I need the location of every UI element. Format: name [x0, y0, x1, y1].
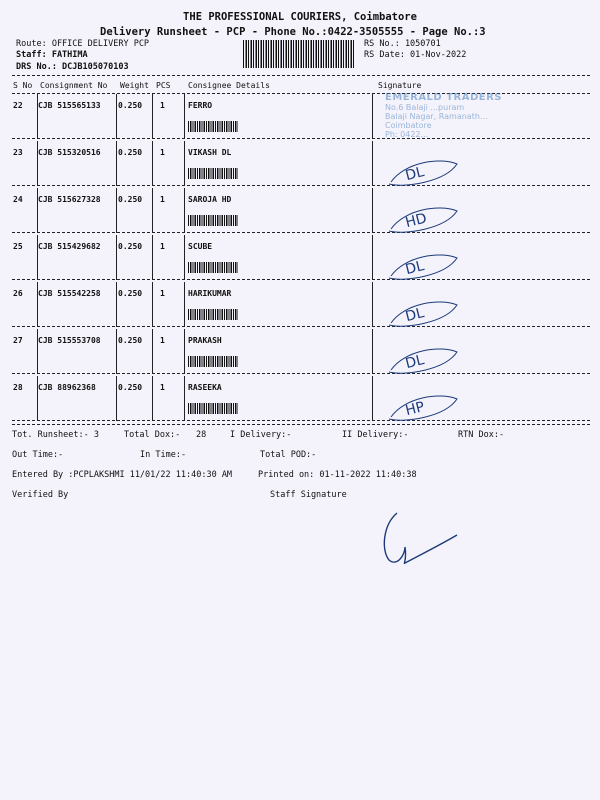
cell-consignee: SAROJA HD: [188, 195, 232, 204]
delivery-status-handwritten: [385, 246, 465, 286]
row-divider: [12, 326, 590, 327]
consignment-barcode: [188, 215, 238, 226]
cell-weight: 0.250: [118, 242, 143, 251]
column-divider: [372, 282, 373, 327]
staff-signature-label: Staff Signature: [270, 490, 347, 500]
status-code-text: HD: [403, 210, 429, 232]
verified-by: Verified By: [12, 490, 69, 500]
status-code-text: HP: [403, 399, 427, 420]
column-divider: [372, 188, 373, 233]
row-divider: [12, 232, 590, 233]
cell-weight: 0.250: [118, 289, 143, 298]
staff-label: Staff: FATHIMA: [16, 50, 88, 60]
cell-sno: 23: [13, 148, 23, 157]
stamp-line: Balaji Nagar, Ramanath...: [385, 112, 488, 121]
runsheet-subtitle: Delivery Runsheet - PCP - Phone No.:0422-3505555 - Page No.:3: [100, 26, 486, 38]
column-divider: [184, 94, 185, 139]
column-divider: [152, 188, 153, 233]
cell-sno: 28: [13, 383, 23, 392]
rs-date: RS Date: 01-Nov-2022: [364, 50, 467, 60]
column-divider: [152, 282, 153, 327]
column-divider: [116, 329, 117, 374]
column-divider: [152, 94, 153, 139]
cell-weight: 0.250: [118, 101, 143, 110]
drs-number: DRS No.: DCJB105070103: [16, 62, 129, 72]
consignment-barcode: [188, 356, 238, 367]
delivery-status-handwritten: [385, 152, 465, 192]
consignment-barcode: [188, 403, 238, 414]
column-divider: [116, 282, 117, 327]
col-sno: S No: [13, 81, 33, 90]
column-divider: [37, 235, 38, 280]
cell-consignee: SCUBE: [188, 242, 213, 251]
consignment-barcode: [188, 121, 238, 132]
cell-pcs: 1: [160, 383, 165, 392]
stamp-line: Coimbatore: [385, 121, 432, 130]
status-code-text: DL: [403, 258, 426, 279]
stamp-line: EMERALD TRADERS: [385, 92, 503, 103]
column-divider: [184, 376, 185, 421]
tot-runsheet: Tot. Runsheet:- 3: [12, 430, 99, 440]
cell-consignment: CJB 515553708: [38, 336, 101, 345]
column-divider: [37, 329, 38, 374]
col-consignee: Consignee Details: [188, 81, 270, 90]
entered-by: Entered By :PCPLAKSHMI 11/01/22 11:40:30 AM: [12, 470, 233, 480]
column-divider: [184, 329, 185, 374]
out-time: Out Time:-: [12, 450, 64, 460]
column-divider: [37, 376, 38, 421]
column-divider: [152, 376, 153, 421]
runsheet-barcode: [243, 40, 355, 68]
cell-weight: 0.250: [118, 383, 143, 392]
delivery-status-handwritten: [385, 293, 465, 333]
total-dox-label: Total Dox:-: [124, 430, 181, 440]
cell-consignment: CJB 88962368: [38, 383, 96, 392]
stamp-line: Ph: 0422...: [385, 130, 429, 139]
route-label: Route: OFFICE DELIVERY PCP: [16, 39, 150, 49]
rs-number: RS No.: 1050701: [364, 39, 441, 49]
cell-consignment: CJB 515627328: [38, 195, 101, 204]
totals-rule: [12, 424, 590, 425]
column-divider: [372, 235, 373, 280]
row-divider: [12, 185, 590, 186]
row-divider: [12, 373, 590, 374]
staff-signature-mark: [375, 505, 465, 575]
cell-weight: 0.250: [118, 336, 143, 345]
row-divider: [12, 279, 590, 280]
col-weight: Weight: [120, 81, 149, 90]
column-divider: [372, 94, 373, 139]
consignment-barcode: [188, 262, 238, 273]
column-divider: [37, 94, 38, 139]
rtn-dox: RTN Dox:-: [458, 430, 505, 440]
cell-pcs: 1: [160, 242, 165, 251]
column-divider: [184, 141, 185, 186]
cell-consignment: CJB 515320516: [38, 148, 101, 157]
column-divider: [372, 329, 373, 374]
i-delivery: I Delivery:-: [230, 430, 292, 440]
printed-on: Printed on: 01-11-2022 11:40:38: [258, 470, 417, 480]
column-divider: [37, 188, 38, 233]
column-divider: [116, 235, 117, 280]
delivery-status-handwritten: [385, 199, 465, 239]
column-divider: [184, 282, 185, 327]
cell-sno: 22: [13, 101, 23, 110]
col-consignment: Consignment No: [40, 81, 108, 90]
cell-pcs: 1: [160, 101, 165, 110]
cell-sno: 26: [13, 289, 23, 298]
column-divider: [116, 188, 117, 233]
column-divider: [152, 235, 153, 280]
ii-delivery: II Delivery:-: [342, 430, 409, 440]
header-top-rule: [12, 75, 590, 76]
cell-sno: 24: [13, 195, 23, 204]
in-time: In Time:-: [140, 450, 187, 460]
cell-pcs: 1: [160, 148, 165, 157]
column-divider: [184, 188, 185, 233]
cell-sno: 25: [13, 242, 23, 251]
receiver-stamp: [385, 92, 585, 142]
cell-pcs: 1: [160, 289, 165, 298]
cell-consignee: RASEEKA: [188, 383, 222, 392]
cell-consignee: VIKASH DL: [188, 148, 232, 157]
cell-consignee: HARIKUMAR: [188, 289, 232, 298]
column-divider: [116, 141, 117, 186]
cell-sno: 27: [13, 336, 23, 345]
column-divider: [372, 141, 373, 186]
delivery-status-handwritten: [385, 387, 465, 427]
cell-consignment: CJB 515542258: [38, 289, 101, 298]
cell-consignment: CJB 515565133: [38, 101, 101, 110]
stamp-line: No.6 Balaji ...puram: [385, 103, 465, 112]
cell-pcs: 1: [160, 195, 165, 204]
column-divider: [184, 235, 185, 280]
col-signature: Signature: [378, 81, 422, 90]
column-divider: [116, 376, 117, 421]
company-title: THE PROFESSIONAL COURIERS, Coimbatore: [183, 11, 417, 23]
delivery-status-handwritten: [385, 340, 465, 380]
consignment-barcode: [188, 309, 238, 320]
cell-consignee: PRAKASH: [188, 336, 222, 345]
column-divider: [152, 141, 153, 186]
cell-pcs: 1: [160, 336, 165, 345]
col-pcs: PCS: [156, 81, 171, 90]
column-divider: [152, 329, 153, 374]
column-divider: [372, 376, 373, 421]
cell-consignee: FERRO: [188, 101, 213, 110]
cell-weight: 0.250: [118, 195, 143, 204]
total-dox-value: 28: [196, 430, 207, 440]
column-divider: [116, 94, 117, 139]
status-code-text: DL: [403, 352, 426, 373]
column-divider: [37, 141, 38, 186]
consignment-barcode: [188, 168, 238, 179]
row-divider: [12, 420, 590, 421]
column-divider: [37, 282, 38, 327]
status-code-text: DL: [403, 305, 426, 326]
cell-consignment: CJB 515429682: [38, 242, 101, 251]
cell-weight: 0.250: [118, 148, 143, 157]
total-pod: Total POD:-: [260, 450, 317, 460]
status-code-text: DL: [403, 164, 426, 185]
